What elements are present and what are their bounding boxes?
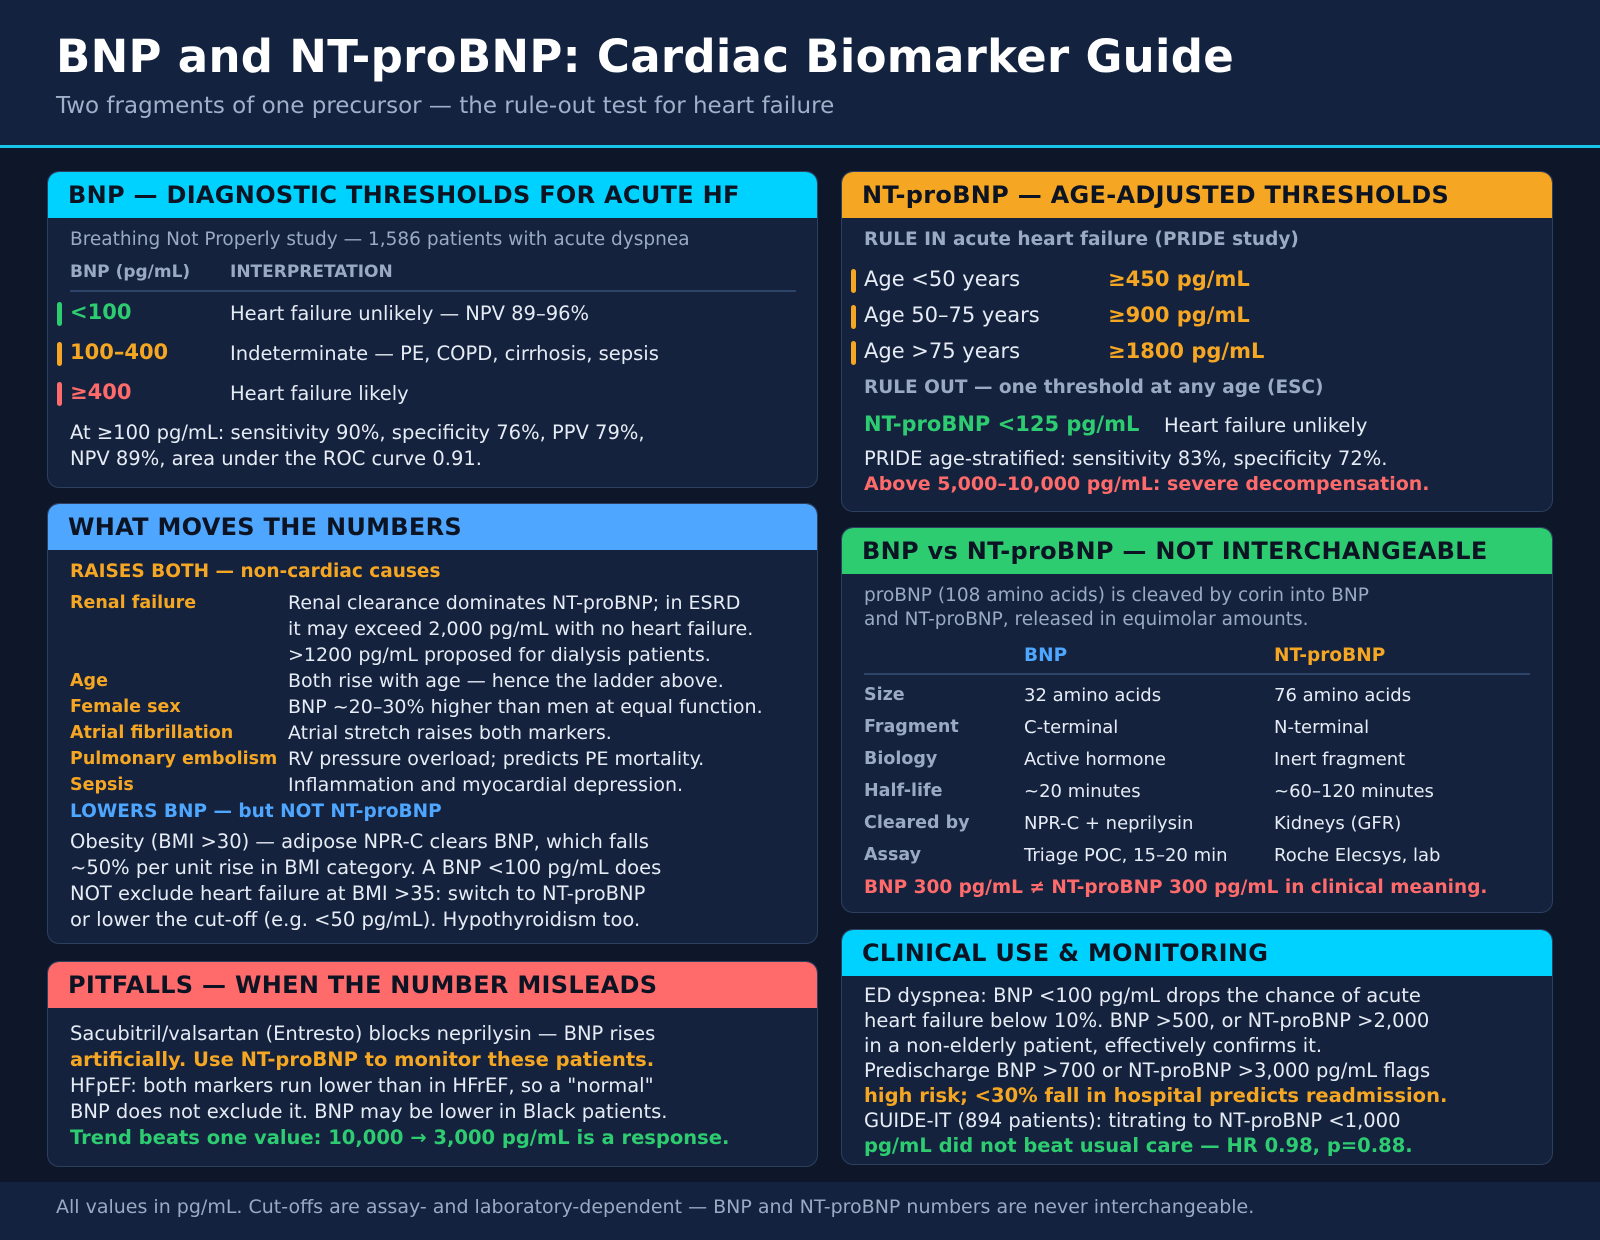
ntprobnp-thresholds-heading: NT-proBNP — AGE-ADJUSTED THRESHOLDS bbox=[842, 172, 1552, 218]
threshold-marker-red bbox=[57, 382, 62, 406]
threshold-marker-green bbox=[57, 302, 62, 326]
age-band: Age 50–75 years bbox=[864, 303, 1040, 327]
factor-text: Inflammation and myocardial depression. bbox=[288, 774, 684, 796]
rule-out-title: RULE OUT — one threshold at any age (ESC) bbox=[864, 377, 1324, 398]
rule-out-value: NT-proBNP <125 pg/mL bbox=[864, 412, 1140, 436]
rule-out-text: Heart failure unlikely bbox=[1164, 414, 1368, 437]
bnp-thresholds-heading: BNP — DIAGNOSTIC THRESHOLDS FOR ACUTE HF bbox=[48, 172, 817, 218]
comparison-bnp-value: Active hormone bbox=[1024, 749, 1166, 770]
factor-text: it may exceed 2,000 pg/mL with no heart failure. bbox=[288, 618, 754, 640]
age-threshold: ≥1800 pg/mL bbox=[1108, 339, 1265, 363]
clinical-line: GUIDE-IT (894 patients): titrating to NT-proBNP <1,000 bbox=[864, 1109, 1401, 1132]
lowers-bnp-title: LOWERS BNP — but NOT NT-proBNP bbox=[70, 801, 442, 822]
comparison-heading: BNP vs NT-proBNP — NOT INTERCHANGEABLE bbox=[842, 528, 1552, 574]
factor-text: Renal clearance dominates NT-proBNP; in ESRD bbox=[288, 592, 741, 614]
comparison-intro: and NT-proBNP, released in equimolar amounts. bbox=[864, 609, 1309, 630]
comparison-nt-value: Inert fragment bbox=[1274, 749, 1406, 770]
clinical-line: pg/mL did not beat usual care — HR 0.98, p=0.88. bbox=[864, 1134, 1413, 1157]
footer-note: All values in pg/mL. Cut-offs are assay- and laboratory-dependent — BNP and NT-proBNP numbers are never interchangeable. bbox=[56, 1196, 1255, 1218]
factor-label: Renal failure bbox=[70, 593, 197, 613]
comparison-row-label: Fragment bbox=[864, 717, 959, 737]
bnp-threshold-value: 100–400 bbox=[70, 340, 169, 364]
comparison-row-label: Assay bbox=[864, 845, 922, 865]
clinical-line: high risk; <30% fall in hospital predicts readmission. bbox=[864, 1084, 1448, 1107]
ntprobnp-thresholds-panel bbox=[841, 171, 1553, 512]
bnp-col-header-interpretation: INTERPRETATION bbox=[230, 262, 393, 282]
comparison-panel bbox=[841, 527, 1553, 913]
pitfall-line: BNP does not exclude it. BNP may be lower in Black patients. bbox=[70, 1100, 668, 1123]
factor-label: Pulmonary embolism bbox=[70, 749, 278, 769]
page-footer bbox=[0, 1182, 1600, 1240]
bnp-thresholds-panel bbox=[47, 171, 818, 488]
comparison-divider bbox=[864, 673, 1530, 675]
comparison-row-label: Biology bbox=[864, 749, 938, 769]
rule-in-title: RULE IN acute heart failure (PRIDE study) bbox=[864, 229, 1299, 250]
comparison-bnp-value: Triage POC, 15–20 min bbox=[1024, 845, 1228, 866]
lowers-bnp-line: NOT exclude heart failure at BMI >35: switch to NT-proBNP bbox=[70, 882, 646, 905]
comparison-row-label: Half-life bbox=[864, 781, 943, 801]
comparison-bnp-value: C-terminal bbox=[1024, 717, 1119, 738]
col-header-ntprobnp: NT-proBNP bbox=[1274, 645, 1386, 666]
factor-text: Both rise with age — hence the ladder above. bbox=[288, 670, 724, 692]
comparison-bnp-value: 32 amino acids bbox=[1024, 685, 1162, 706]
bnp-header-divider bbox=[70, 290, 796, 292]
pitfalls-panel bbox=[47, 961, 818, 1167]
page-header bbox=[0, 0, 1600, 148]
age-marker bbox=[851, 305, 856, 329]
lowers-bnp-line: or lower the cut-off (e.g. <50 pg/mL). Hypothyroidism too. bbox=[70, 908, 641, 931]
threshold-marker-amber bbox=[57, 342, 62, 366]
factor-text: Atrial stretch raises both markers. bbox=[288, 722, 612, 744]
factor-text: RV pressure overload; predicts PE mortality. bbox=[288, 748, 705, 770]
factor-text: >1200 pg/mL proposed for dialysis patients. bbox=[288, 644, 711, 666]
factor-label: Female sex bbox=[70, 697, 181, 717]
pitfall-line: Trend beats one value: 10,000 → 3,000 pg/mL is a response. bbox=[70, 1126, 730, 1149]
bnp-col-header-value: BNP (pg/mL) bbox=[70, 262, 191, 282]
lowers-bnp-line: Obesity (BMI >30) — adipose NPR-C clears BNP, which falls bbox=[70, 830, 649, 853]
bnp-threshold-text: Indeterminate — PE, COPD, cirrhosis, sepsis bbox=[230, 342, 659, 365]
factor-label: Age bbox=[70, 671, 108, 691]
bnp-stats-line: NPV 89%, area under the ROC curve 0.91. bbox=[70, 447, 482, 470]
pitfall-line: HFpEF: both markers run lower than in HFrEF, so a "normal" bbox=[70, 1074, 654, 1097]
bnp-stats-line: At ≥100 pg/mL: sensitivity 90%, specificity 76%, PPV 79%, bbox=[70, 421, 645, 444]
raises-both-title: RAISES BOTH — non-cardiac causes bbox=[70, 561, 441, 582]
page-title: BNP and NT-proBNP: Cardiac Biomarker Guide bbox=[56, 30, 1235, 83]
comparison-intro: proBNP (108 amino acids) is cleaved by corin into BNP bbox=[864, 585, 1369, 606]
age-band: Age <50 years bbox=[864, 267, 1021, 291]
age-threshold: ≥900 pg/mL bbox=[1108, 303, 1250, 327]
pitfall-line: artificially. Use NT-proBNP to monitor these patients. bbox=[70, 1048, 655, 1071]
comparison-nt-value: Kidneys (GFR) bbox=[1274, 813, 1402, 834]
clinical-use-heading: CLINICAL USE & MONITORING bbox=[842, 930, 1552, 976]
comparison-warning: BNP 300 pg/mL ≠ NT-proBNP 300 pg/mL in clinical meaning. bbox=[864, 877, 1488, 898]
clinical-use-panel bbox=[841, 929, 1553, 1165]
comparison-nt-value: N-terminal bbox=[1274, 717, 1370, 738]
factor-label: Atrial fibrillation bbox=[70, 723, 234, 743]
bnp-threshold-value: ≥400 bbox=[70, 380, 132, 404]
factor-label: Sepsis bbox=[70, 775, 134, 795]
factor-text: BNP ~20–30% higher than men at equal function. bbox=[288, 696, 763, 718]
comparison-nt-value: Roche Elecsys, lab bbox=[1274, 845, 1441, 866]
comparison-bnp-value: ~20 minutes bbox=[1024, 781, 1141, 802]
age-band: Age >75 years bbox=[864, 339, 1021, 363]
what-moves-numbers-heading: WHAT MOVES THE NUMBERS bbox=[48, 504, 817, 550]
lowers-bnp-line: ~50% per unit rise in BMI category. A BNP <100 pg/mL does bbox=[70, 856, 662, 879]
severe-note: Above 5,000–10,000 pg/mL: severe decompensation. bbox=[864, 473, 1430, 495]
clinical-line: Predischarge BNP >700 or NT-proBNP >3,000 pg/mL flags bbox=[864, 1059, 1431, 1082]
comparison-nt-value: 76 amino acids bbox=[1274, 685, 1412, 706]
clinical-line: in a non-elderly patient, effectively confirms it. bbox=[864, 1034, 1323, 1057]
bnp-threshold-text: Heart failure likely bbox=[230, 382, 409, 405]
bnp-study-note: Breathing Not Properly study — 1,586 patients with acute dyspnea bbox=[70, 229, 690, 250]
pitfalls-heading: PITFALLS — WHEN THE NUMBER MISLEADS bbox=[48, 962, 817, 1008]
comparison-bnp-value: NPR-C + neprilysin bbox=[1024, 813, 1194, 834]
clinical-line: ED dyspnea: BNP <100 pg/mL drops the chance of acute bbox=[864, 984, 1421, 1007]
comparison-row-label: Size bbox=[864, 685, 905, 705]
pitfall-line: Sacubitril/valsartan (Entresto) blocks neprilysin — BNP rises bbox=[70, 1022, 656, 1045]
what-moves-numbers-panel bbox=[47, 503, 818, 944]
page-subtitle: Two fragments of one precursor — the rule-out test for heart failure bbox=[56, 93, 835, 119]
age-marker bbox=[851, 269, 856, 293]
col-header-bnp: BNP bbox=[1024, 645, 1068, 666]
pride-stats: PRIDE age-stratified: sensitivity 83%, specificity 72%. bbox=[864, 447, 1388, 470]
comparison-row-label: Cleared by bbox=[864, 813, 970, 833]
age-marker bbox=[851, 341, 856, 365]
bnp-threshold-value: <100 bbox=[70, 300, 132, 324]
clinical-line: heart failure below 10%. BNP >500, or NT-proBNP >2,000 bbox=[864, 1009, 1430, 1032]
comparison-nt-value: ~60–120 minutes bbox=[1274, 781, 1434, 802]
bnp-threshold-text: Heart failure unlikely — NPV 89–96% bbox=[230, 302, 590, 325]
age-threshold: ≥450 pg/mL bbox=[1108, 267, 1250, 291]
